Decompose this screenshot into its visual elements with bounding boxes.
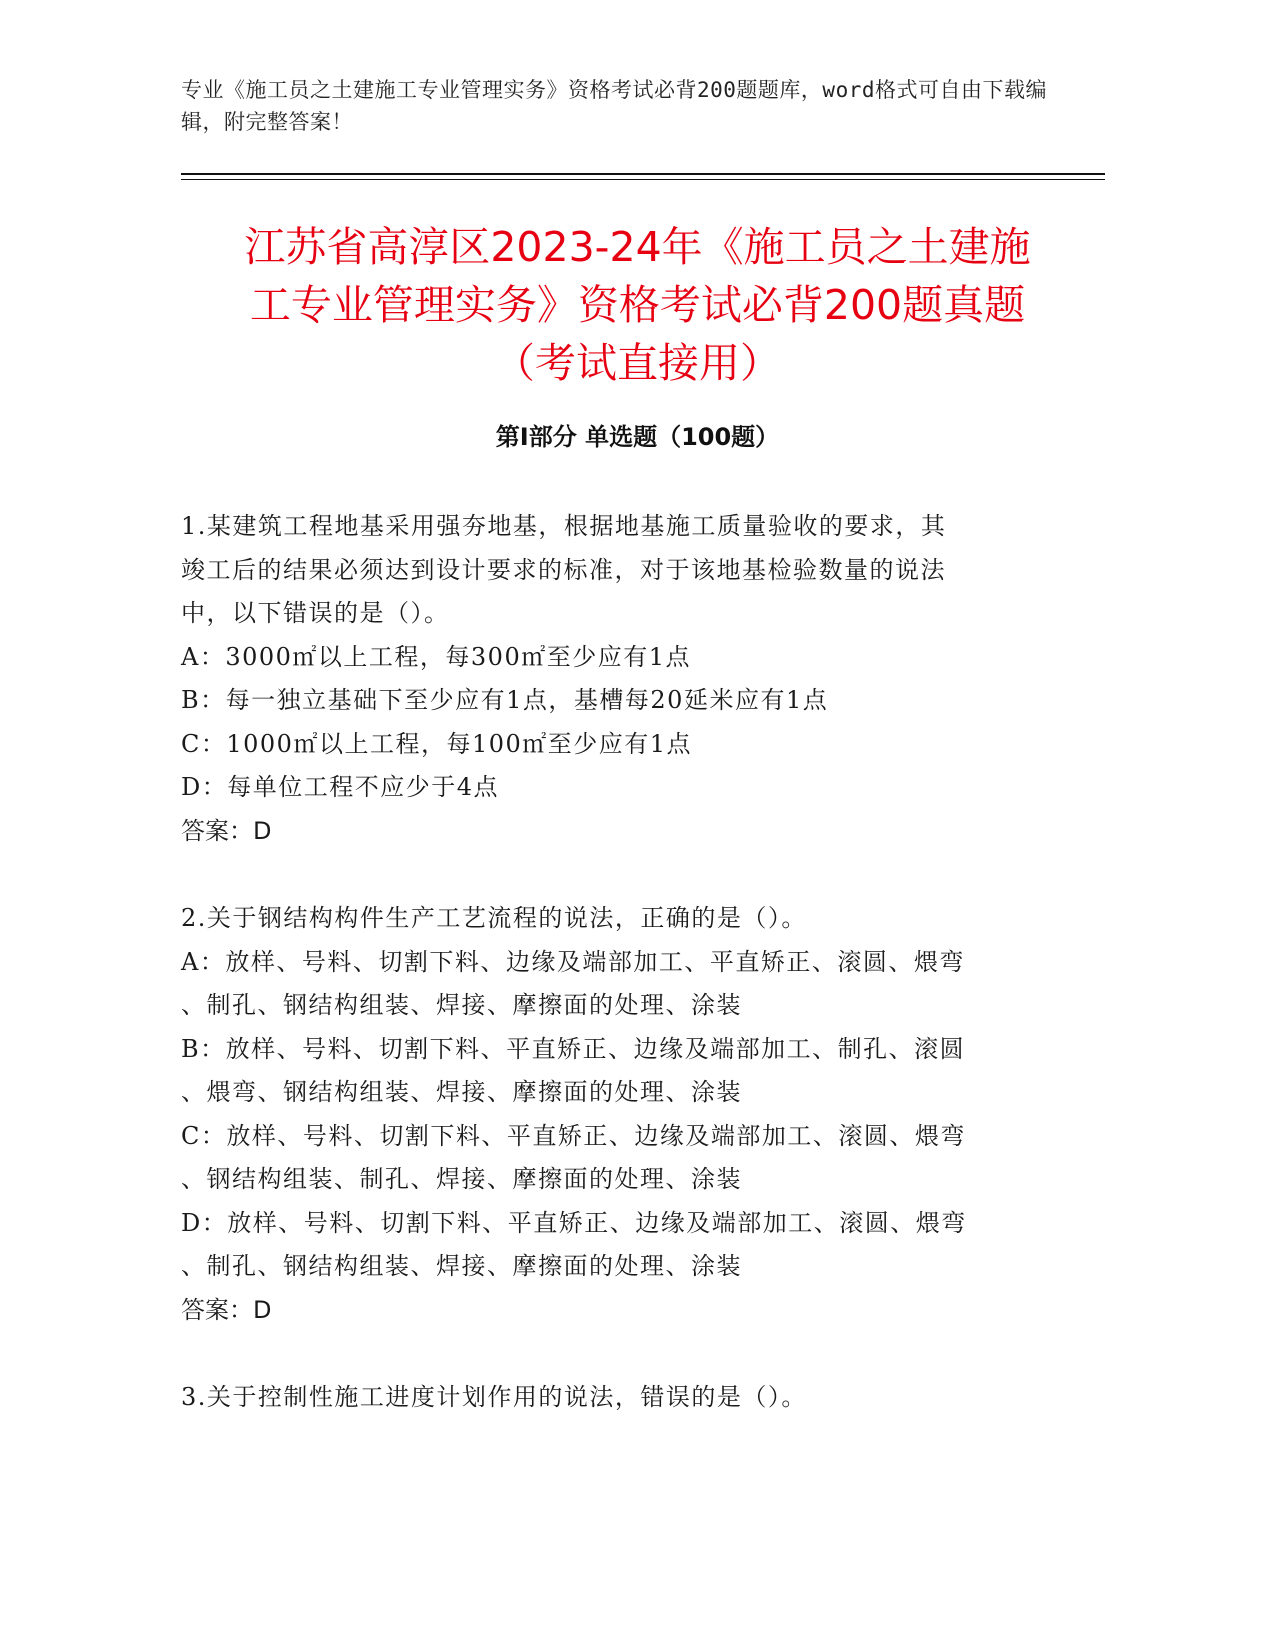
document-title bbox=[181, 218, 1094, 392]
question-1 bbox=[181, 505, 1041, 853]
option-b-continued: 、煨弯、钢结构组装、焊接、摩擦面的处理、涂装 bbox=[181, 1078, 742, 1106]
option-c-continued: 、钢结构组装、制孔、焊接、摩擦面的处理、涂装 bbox=[181, 1165, 742, 1193]
question-stem-line: 竣工后的结果必须达到设计要求的标准，对于该地基检验数量的说法 bbox=[181, 555, 946, 584]
option-d: D：每单位工程不应少于4点 bbox=[181, 773, 500, 801]
option-b: B：放样、号料、切割下料、平直矫正、边缘及端部加工、制孔、滚圆 bbox=[181, 1034, 966, 1063]
question-3 bbox=[181, 1376, 1041, 1420]
header-rule-thick bbox=[181, 173, 1105, 175]
title-line: （考试直接用） bbox=[494, 339, 781, 387]
question-stem-line: 中，以下错误的是（）。 bbox=[181, 599, 450, 627]
title-line: 江苏省高淳区2023-24年《施工员之土建施 bbox=[244, 223, 1031, 271]
option-a-continued: 、制孔、钢结构组装、焊接、摩擦面的处理、涂装 bbox=[181, 991, 742, 1019]
option-d-continued: 、制孔、钢结构组装、焊接、摩擦面的处理、涂装 bbox=[181, 1252, 742, 1280]
answer: 答案：D bbox=[181, 1295, 272, 1324]
header-rule-thin bbox=[181, 179, 1105, 180]
section-title: 第I部分 单选题（100题） bbox=[495, 423, 780, 451]
option-a: A：放样、号料、切割下料、边缘及端部加工、平直矫正、滚圆、煨弯 bbox=[181, 947, 965, 976]
option-c: C：1000㎡以上工程，每100㎡至少应有1点 bbox=[181, 729, 693, 758]
option-a: A：3000㎡以上工程，每300㎡至少应有1点 bbox=[181, 642, 691, 671]
answer: 答案：D bbox=[181, 816, 272, 845]
question-2 bbox=[181, 897, 1041, 1332]
question-list bbox=[181, 505, 1041, 1464]
question-stem-line: 1.某建筑工程地基采用强夯地基，根据地基施工质量验收的要求，其 bbox=[181, 512, 947, 540]
title-line: 工专业管理实务》资格考试必背200题真题 bbox=[249, 281, 1026, 329]
option-d: D：放样、号料、切割下料、平直矫正、边缘及端部加工、滚圆、煨弯 bbox=[181, 1208, 967, 1237]
question-stem-line: 3.关于控制性施工进度计划作用的说法，错误的是（）。 bbox=[181, 1383, 807, 1411]
header-note: 专业《施工员之土建施工专业管理实务》资格考试必背200题题库，word格式可自由下载编辑，附完整答案！ bbox=[181, 78, 1047, 134]
option-c: C：放样、号料、切割下料、平直矫正、边缘及端部加工、滚圆、煨弯 bbox=[181, 1121, 966, 1150]
question-stem-line: 2.关于钢结构构件生产工艺流程的说法，正确的是（）。 bbox=[181, 904, 807, 932]
option-b: B：每一独立基础下至少应有1点，基槽每20延米应有1点 bbox=[181, 686, 829, 714]
